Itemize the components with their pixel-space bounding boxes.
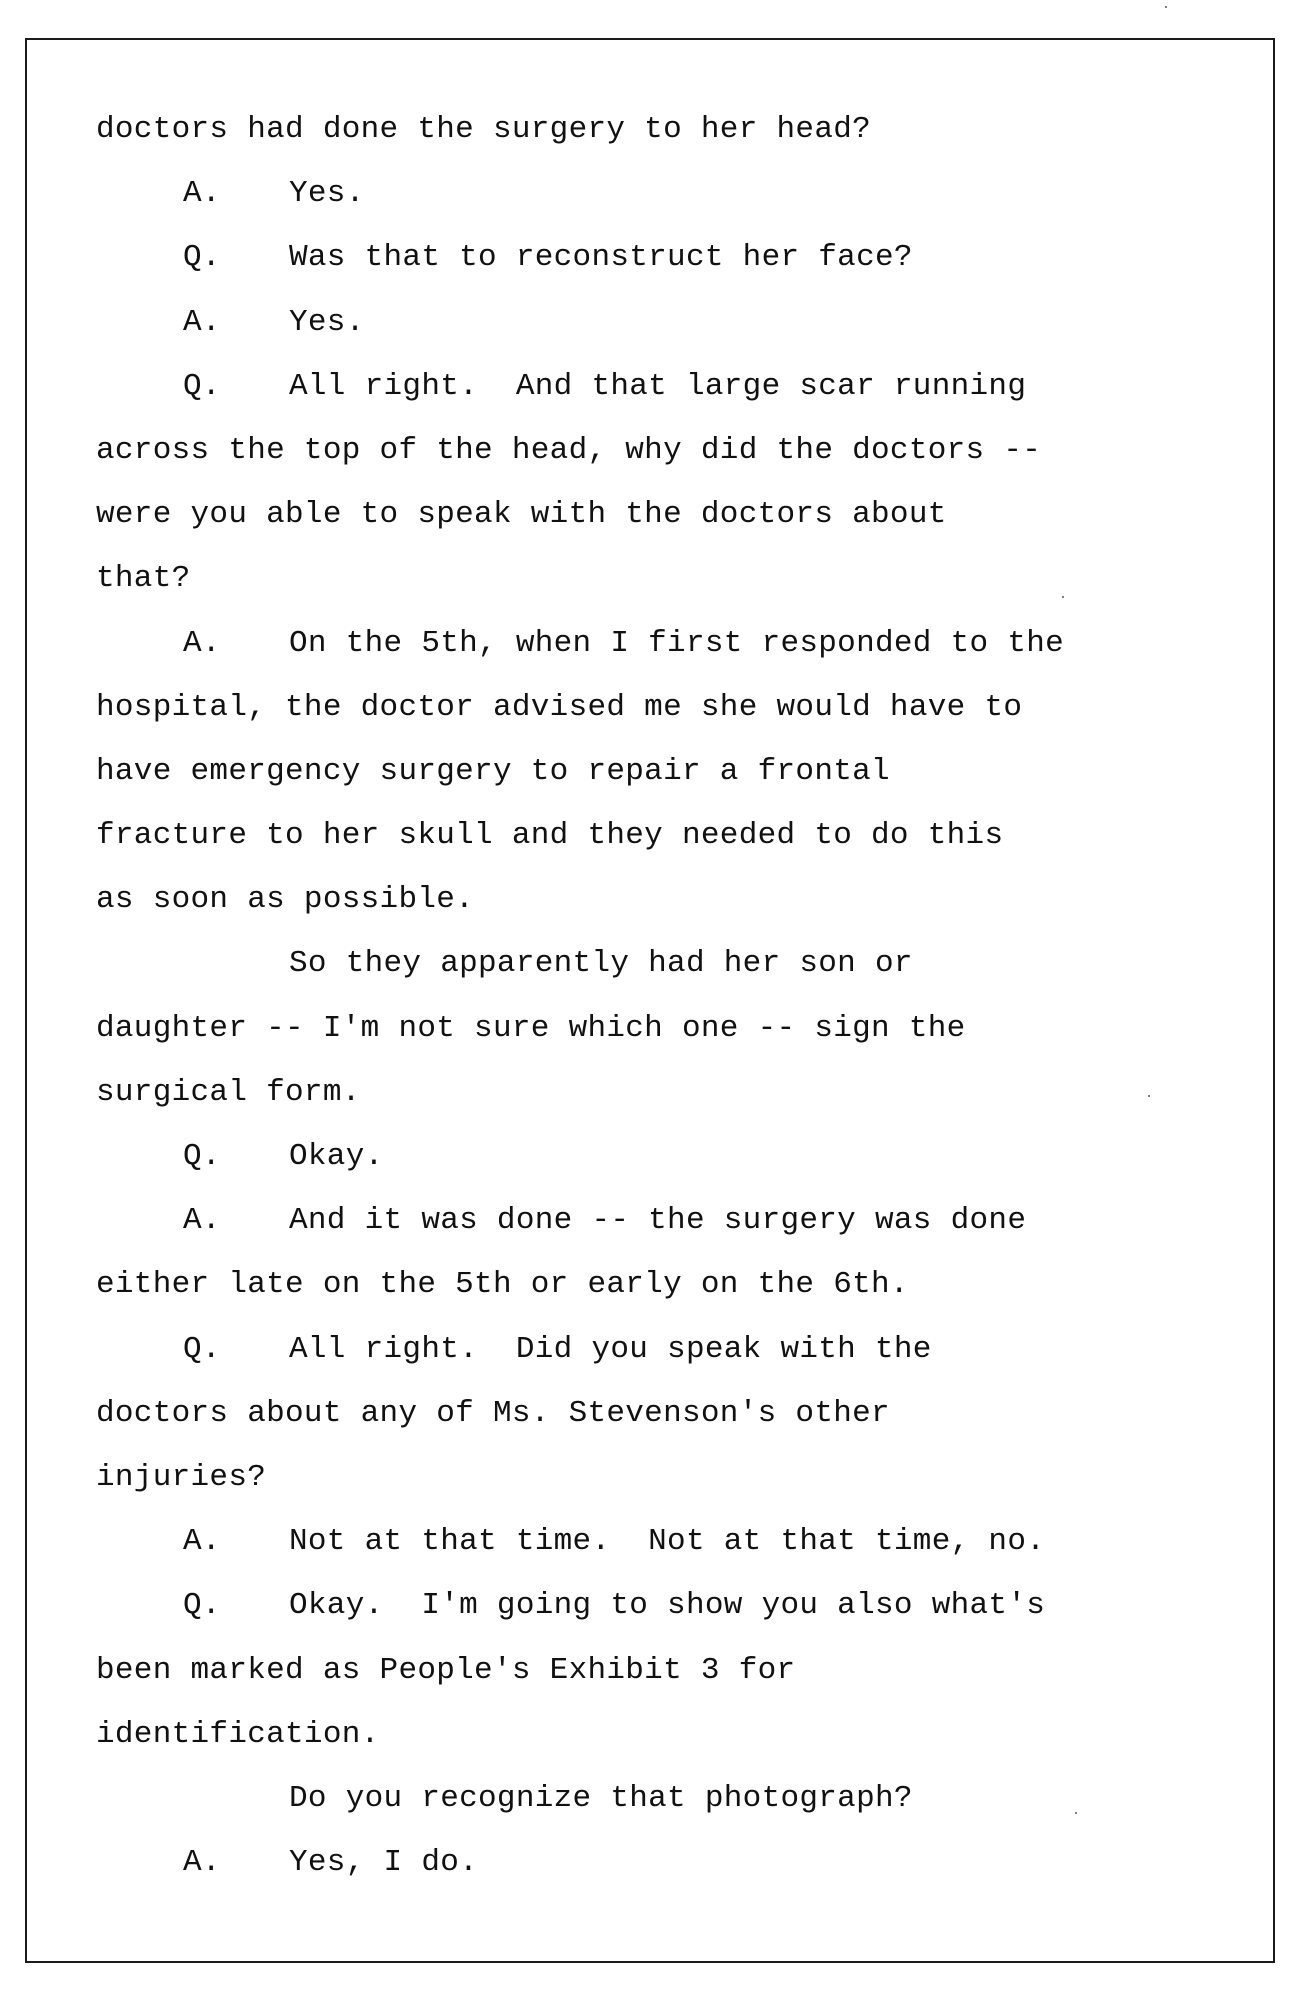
transcript-line xyxy=(96,1703,1246,1767)
line-text: been marked as People's Exhibit 3 for xyxy=(96,1652,796,1688)
transcript-line xyxy=(96,1831,1246,1895)
transcript-line xyxy=(96,1253,1246,1317)
line-text: fracture to her skull and they needed to do this xyxy=(96,818,1004,854)
line-text: have emergency surgery to repair a frontal xyxy=(96,753,890,789)
line-text: And it was done -- the surgery was done xyxy=(289,1203,1027,1239)
scan-speck xyxy=(1165,6,1167,8)
transcript-line xyxy=(96,1318,1246,1382)
line-text: Yes. xyxy=(289,304,365,340)
line-text: across the top of the head, why did the doctors -- xyxy=(96,432,1042,468)
transcript-line xyxy=(96,1061,1246,1125)
line-text: daughter -- I'm not sure which one -- sign the xyxy=(96,1010,966,1046)
speaker-label: A. xyxy=(183,304,221,340)
transcript-line xyxy=(96,1767,1246,1831)
speaker-label: Q. xyxy=(183,240,221,276)
transcript-line xyxy=(96,483,1246,547)
line-text: Okay. I'm going to show you also what's xyxy=(289,1588,1046,1624)
line-text: On the 5th, when I first responded to the xyxy=(289,625,1065,661)
transcript-line xyxy=(96,1510,1246,1574)
line-text: So they apparently had her son or xyxy=(289,946,913,982)
line-text: doctors about any of Ms. Stevenson's other xyxy=(96,1395,890,1431)
line-text: All right. Did you speak with the xyxy=(289,1331,932,1367)
transcript-line xyxy=(96,1639,1246,1703)
line-text: hospital, the doctor advised me she would have to xyxy=(96,689,1023,725)
transcript-line xyxy=(96,162,1246,226)
line-text: Do you recognize that photograph? xyxy=(289,1780,913,1816)
transcript-line xyxy=(96,612,1246,676)
speaker-label: A. xyxy=(183,1845,221,1881)
line-text: Not at that time. Not at that time, no. xyxy=(289,1524,1046,1560)
line-text: injuries? xyxy=(96,1459,267,1495)
line-text: Okay. xyxy=(289,1139,384,1174)
transcript-line xyxy=(96,868,1246,932)
line-text: surgical form. xyxy=(96,1074,361,1110)
line-text: Yes. xyxy=(289,176,365,212)
transcript-line xyxy=(96,355,1246,419)
transcript-line xyxy=(96,932,1246,996)
scan-speck xyxy=(1062,596,1064,598)
transcript-line xyxy=(96,997,1246,1061)
transcript-line xyxy=(96,804,1246,868)
transcript-line xyxy=(96,676,1246,740)
line-text: either late on the 5th or early on the 6th. xyxy=(96,1267,909,1303)
scan-speck xyxy=(1148,1095,1150,1097)
transcript-line xyxy=(96,1189,1246,1253)
speaker-label: A. xyxy=(183,1203,221,1239)
speaker-label: Q. xyxy=(183,1139,221,1174)
transcript-line xyxy=(96,1382,1246,1446)
transcript-line xyxy=(96,740,1246,804)
speaker-label: Q. xyxy=(183,1331,221,1367)
speaker-label: A. xyxy=(183,1524,221,1560)
transcript-line xyxy=(96,226,1246,290)
transcript-line xyxy=(96,1125,1246,1189)
line-text: as soon as possible. xyxy=(96,882,475,918)
speaker-label: A. xyxy=(183,625,221,661)
speaker-label: A. xyxy=(183,176,221,212)
transcript-line xyxy=(96,98,1246,162)
transcript-line xyxy=(96,547,1246,611)
transcript-body xyxy=(96,98,1246,1895)
line-text: Yes, I do. xyxy=(289,1845,479,1881)
transcript-line xyxy=(96,1446,1246,1510)
speaker-label: Q. xyxy=(183,1588,221,1624)
line-text: Was that to reconstruct her face? xyxy=(289,240,913,276)
line-text: doctors had done the surgery to her head? xyxy=(96,112,872,147)
transcript-line xyxy=(96,1574,1246,1638)
line-text: identification. xyxy=(96,1716,380,1752)
scan-speck xyxy=(1075,1812,1077,1814)
speaker-label: Q. xyxy=(183,368,221,404)
transcript-line xyxy=(96,419,1246,483)
line-text: that? xyxy=(96,561,191,597)
transcript-line xyxy=(96,291,1246,355)
line-text: were you able to speak with the doctors about xyxy=(96,497,947,533)
line-text: All right. And that large scar running xyxy=(289,368,1027,404)
